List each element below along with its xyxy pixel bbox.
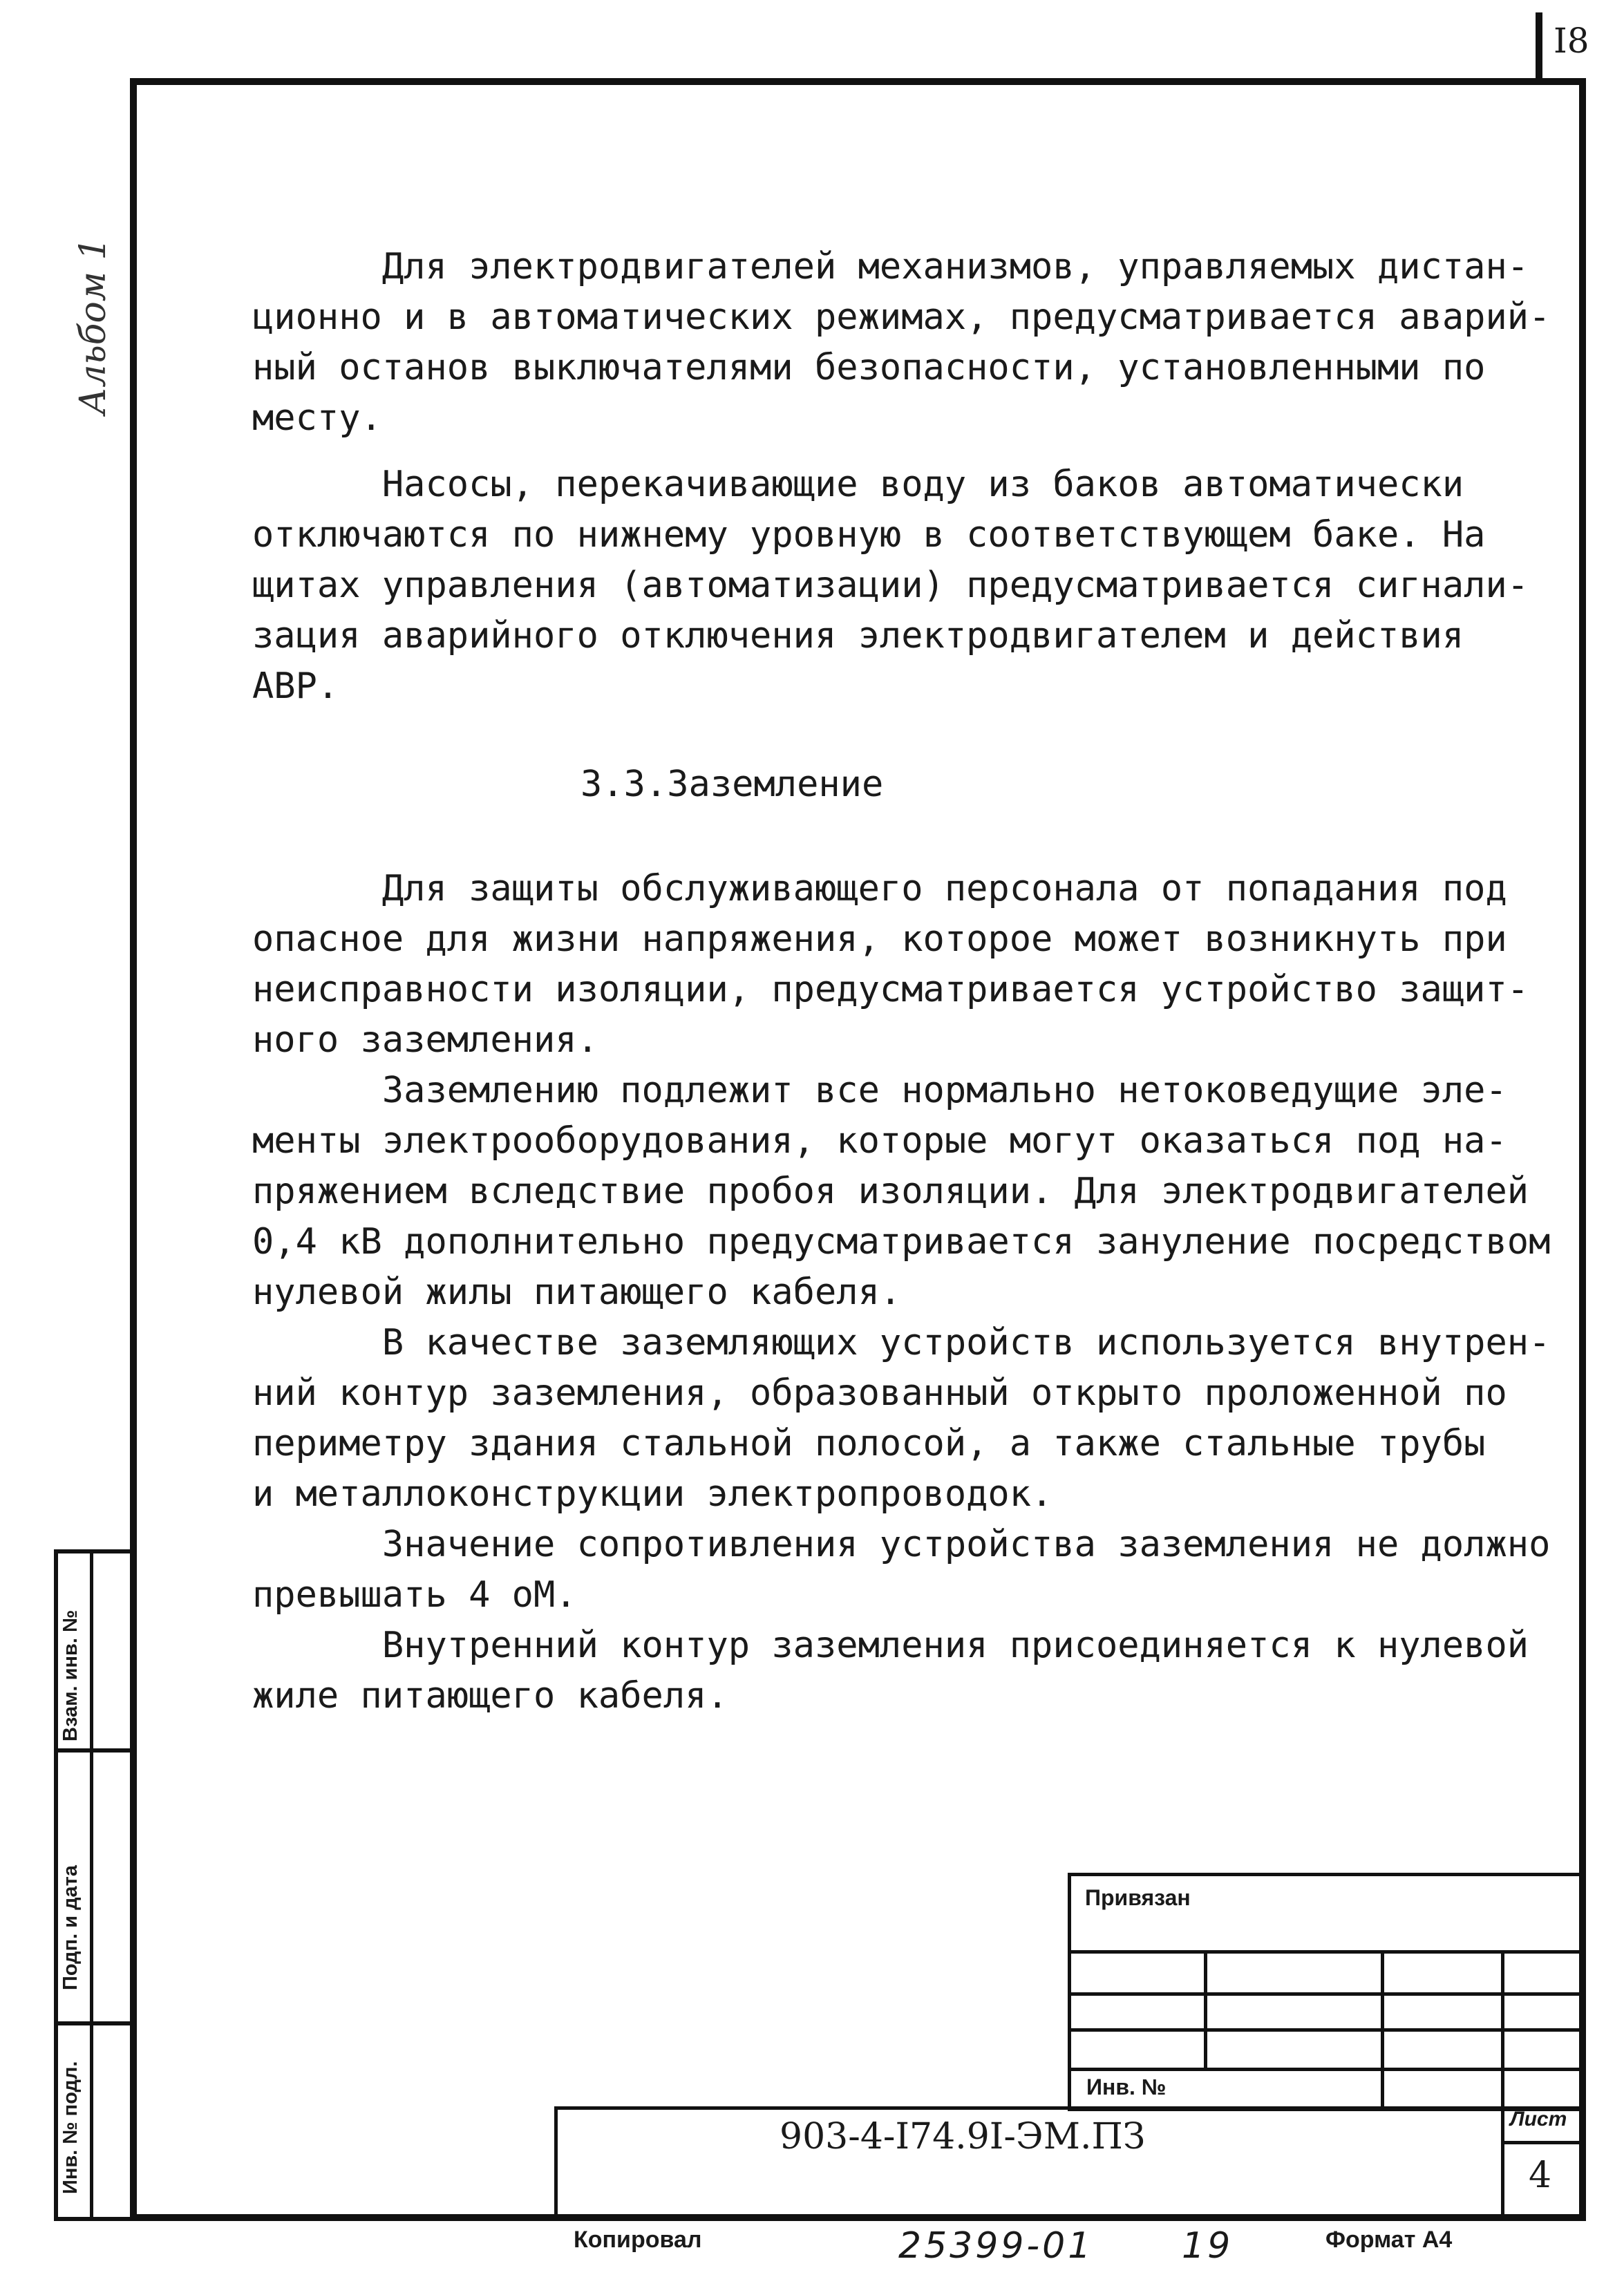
document-code: 903-4-I74.9I-ЭМ.ПЗ <box>780 2116 1146 2157</box>
section-heading: 3.3.Заземление <box>580 764 884 805</box>
binding-col-line-3 <box>1501 1950 1504 2111</box>
inventory-number-label: Инв. № <box>1086 2075 1167 2099</box>
album-label: Альбом 1 <box>73 237 114 415</box>
binding-row-line-3 <box>1068 2028 1586 2032</box>
paragraph-1: Для электродвигателей механизмов, управляемых дистан- ционно и в автоматических режимах, предусматривается аварий- ный останов выключателями безопасности, установленными по месту. <box>252 246 1551 439</box>
order-number: 25399-01 <box>898 2225 1094 2267</box>
binding-row-line-2 <box>1068 1992 1586 1996</box>
corner-tick <box>1536 12 1542 82</box>
sheet-number: 4 <box>1529 2155 1552 2196</box>
binding-row-line-4 <box>1068 2068 1586 2071</box>
paragraph-2: Насосы, перекачивающие воду из баков автоматически отключаются по нижнему уровную в соответствующем баке. На щитах управления (автоматизации) предусматривается сигнали- зация аварийного отключения электродвигателем и действия АВР. <box>252 464 1529 707</box>
copied-label: Копировал <box>574 2227 702 2253</box>
sheet-count: 19 <box>1182 2225 1234 2267</box>
sheet-divider <box>1501 2106 1504 2221</box>
paragraph-3: Для защиты обслуживающего персонала от попадания под опасное для жизни напряжения, которое может возникнуть при неисправности изоляции, предусматривается устройство защит- ного заземления. Заземлению подлежит все нормально нетоковедущие эле- менты электрооборудования, которые могут оказаться под на- пряжением вследствие пробоя изоляции. Для электродвигателей 0,4 кВ дополнительно предусматривается зануление посредством нулевой жилы питающего кабеля. В качестве заземляющих устройств используется внутрен- ний контур заземления, образованный открыто проложенной по периметру здания стальной полосой, а также стальные трубы и металлоконструкции электропроводок. Значение сопротивления устройства заземления не должно превышать 4 оМ. Внутренний контур заземления присоединяется к нулевой жиле питающего кабеля. <box>252 868 1551 1717</box>
stamp-divider-vertical <box>90 1549 93 2221</box>
stamp-divider-2 <box>54 2021 130 2025</box>
sheet-label-line <box>1501 2141 1586 2144</box>
binding-label: Привязан <box>1085 1885 1191 1910</box>
stamp-inv-podl: Инв. № подл. <box>59 2061 82 2194</box>
binding-row-line-1 <box>1068 1950 1586 1954</box>
sheet-label: Лист <box>1510 2108 1567 2131</box>
stamp-divider-1 <box>54 1748 130 1753</box>
stamp-vzam-inv: Взам. инв. № <box>59 1609 82 1741</box>
page-number: I8 <box>1554 21 1589 61</box>
binding-col-line-1 <box>1204 1950 1207 2068</box>
binding-col-line-2 <box>1381 1950 1384 2111</box>
stamp-podp-data: Подп. и дата <box>59 1865 82 1990</box>
format-label: Формат А4 <box>1325 2227 1453 2253</box>
